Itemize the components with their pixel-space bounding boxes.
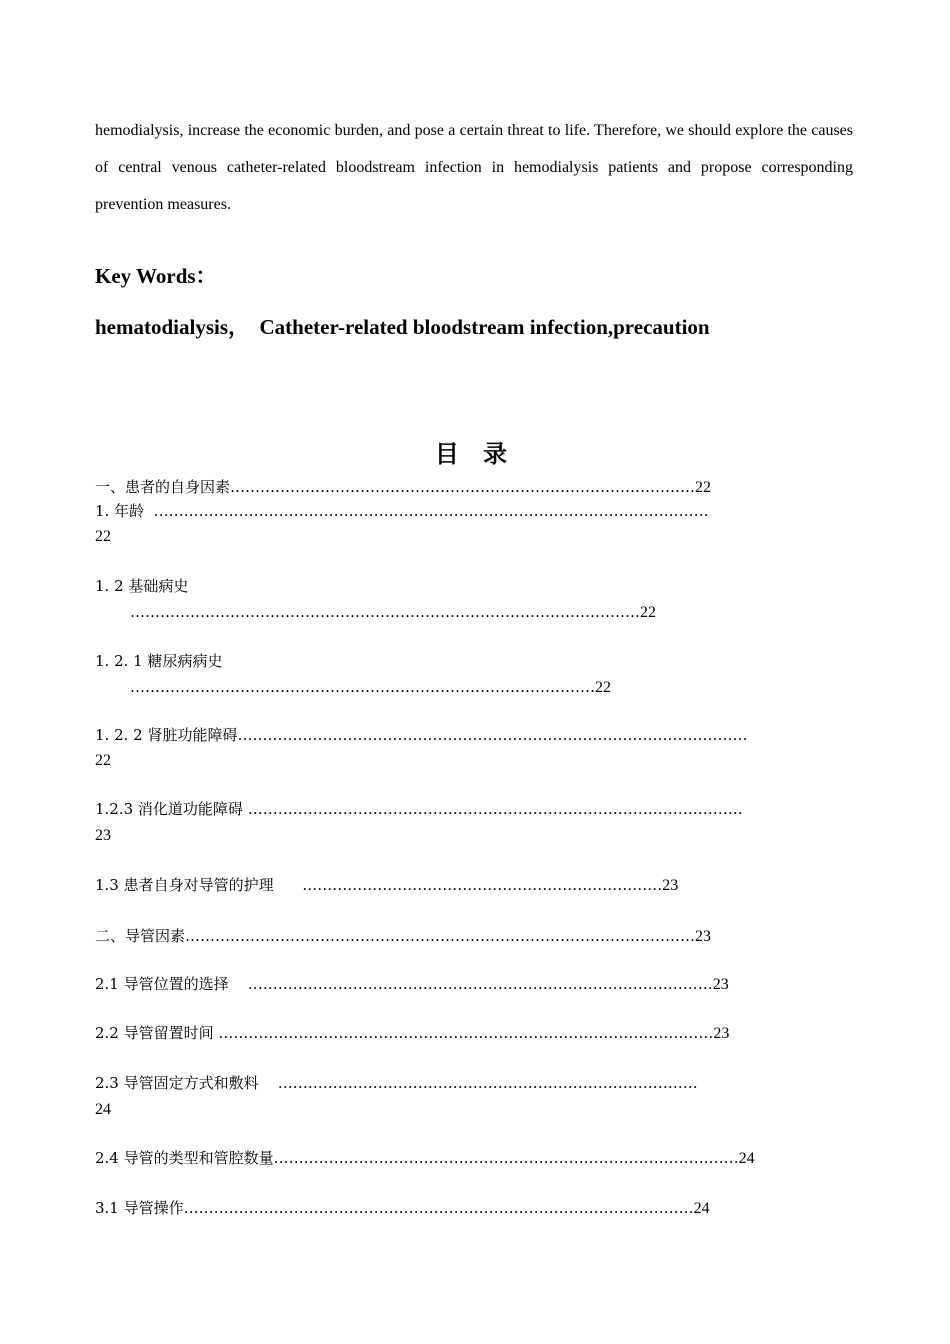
toc-entry[interactable] <box>95 1148 850 1168</box>
toc-leader-dots: ………………………………………………………………………………………………… <box>144 502 709 520</box>
toc-entry-page: 22 <box>95 528 111 545</box>
toc-leader-dots: ………………………………………………………………………………… <box>230 478 696 496</box>
toc-entry-label: 二、导管因素 <box>95 927 186 945</box>
toc-entry[interactable] <box>95 477 835 497</box>
toc-entry-page: 22 <box>695 479 712 496</box>
toc-entry-label: 2.2 导管留置时间 <box>95 1024 214 1042</box>
toc-leader-dots: ………………………………………………………………………… <box>258 1074 698 1092</box>
toc-entry-label: 1. 年龄 <box>95 502 145 520</box>
toc-entry-label: 1.2.3 消化道功能障碍 <box>95 800 243 818</box>
toc-entry-page: 24 <box>95 1101 111 1118</box>
toc-entry-label: 1. 2 基础病史 <box>95 577 189 595</box>
toc-entry-page: 24 <box>738 1150 755 1167</box>
toc-entry-page: 23 <box>713 1025 730 1042</box>
toc-title: 目 录 <box>434 440 516 468</box>
toc-entry-page: 23 <box>662 877 679 894</box>
toc-entry-leader <box>130 677 770 697</box>
toc-leader-dots: ……………………………………………………………………………………… <box>242 800 743 818</box>
abstract-paragraph: hemodialysis, increase the economic burden, and pose a certain threat to life. Therefore, we should explore the causes of central venous catheter-related bloodstream infection in hemodialysis patients and propose corresponding prevention measures. <box>95 122 853 213</box>
toc-entry-label: 1.3 患者自身对导管的护理 <box>95 876 274 894</box>
toc-entry[interactable] <box>95 799 843 819</box>
toc-leader-dots: ………………………………………………………………………………………… <box>183 1199 694 1217</box>
toc-entry-page: 23 <box>95 827 111 844</box>
toc-entry-label: 2.4 导管的类型和管腔数量 <box>95 1149 274 1167</box>
toc-entry-page: 22 <box>595 679 611 696</box>
toc-leader-dots: ………………………………………………………………………………… <box>130 678 595 696</box>
toc-leader-dots: ………………………………………………………………………………… <box>273 1149 739 1167</box>
toc-entry[interactable] <box>95 1073 843 1093</box>
toc-entry[interactable] <box>95 974 850 994</box>
toc-entry[interactable] <box>95 501 850 521</box>
toc-entry[interactable] <box>95 576 595 596</box>
toc-entry[interactable] <box>95 725 847 745</box>
toc-leader-dots: ……………………………………………………………………………………… <box>213 1024 714 1042</box>
toc-entry-page: 23 <box>695 928 712 945</box>
toc-entry[interactable] <box>95 1198 815 1218</box>
toc-entry-label: 3.1 导管操作 <box>95 1199 184 1217</box>
toc-leader-dots: ……………………………………………………………… <box>273 876 663 894</box>
toc-entry-page: 24 <box>693 1200 710 1217</box>
toc-entry-page: 23 <box>712 976 729 993</box>
toc-entry-label: 2.1 导管位置的选择 <box>95 975 229 993</box>
toc-entry-page: 22 <box>95 752 111 769</box>
toc-entry-label: 2.3 导管固定方式和敷料 <box>95 1074 259 1092</box>
keywords-list: hematodialysis， Catheter-related bloodstream infection,precaution <box>95 315 710 339</box>
keywords-heading: Key Words： <box>95 264 217 288</box>
toc-entry[interactable] <box>95 651 595 671</box>
toc-entry-page: 22 <box>640 604 656 621</box>
toc-entry-leader <box>130 602 830 622</box>
toc-entry-label: 1. 2. 1 糖尿病病史 <box>95 652 223 670</box>
toc-entry-label: 1. 2. 2 肾脏功能障碍 <box>95 726 238 744</box>
toc-entry[interactable] <box>95 1023 850 1043</box>
toc-leader-dots: ………………………………………………………………………………………… <box>130 603 640 621</box>
toc-entry[interactable] <box>95 926 825 946</box>
toc-entry-label: 一、患者的自身因素 <box>95 478 231 496</box>
toc-leader-dots: ………………………………………………………………………………… <box>228 975 713 993</box>
toc-leader-dots: ………………………………………………………………………………………… <box>185 927 696 945</box>
toc-leader-dots: ………………………………………………………………………………………… <box>237 726 748 744</box>
toc-entry[interactable] <box>95 875 795 895</box>
